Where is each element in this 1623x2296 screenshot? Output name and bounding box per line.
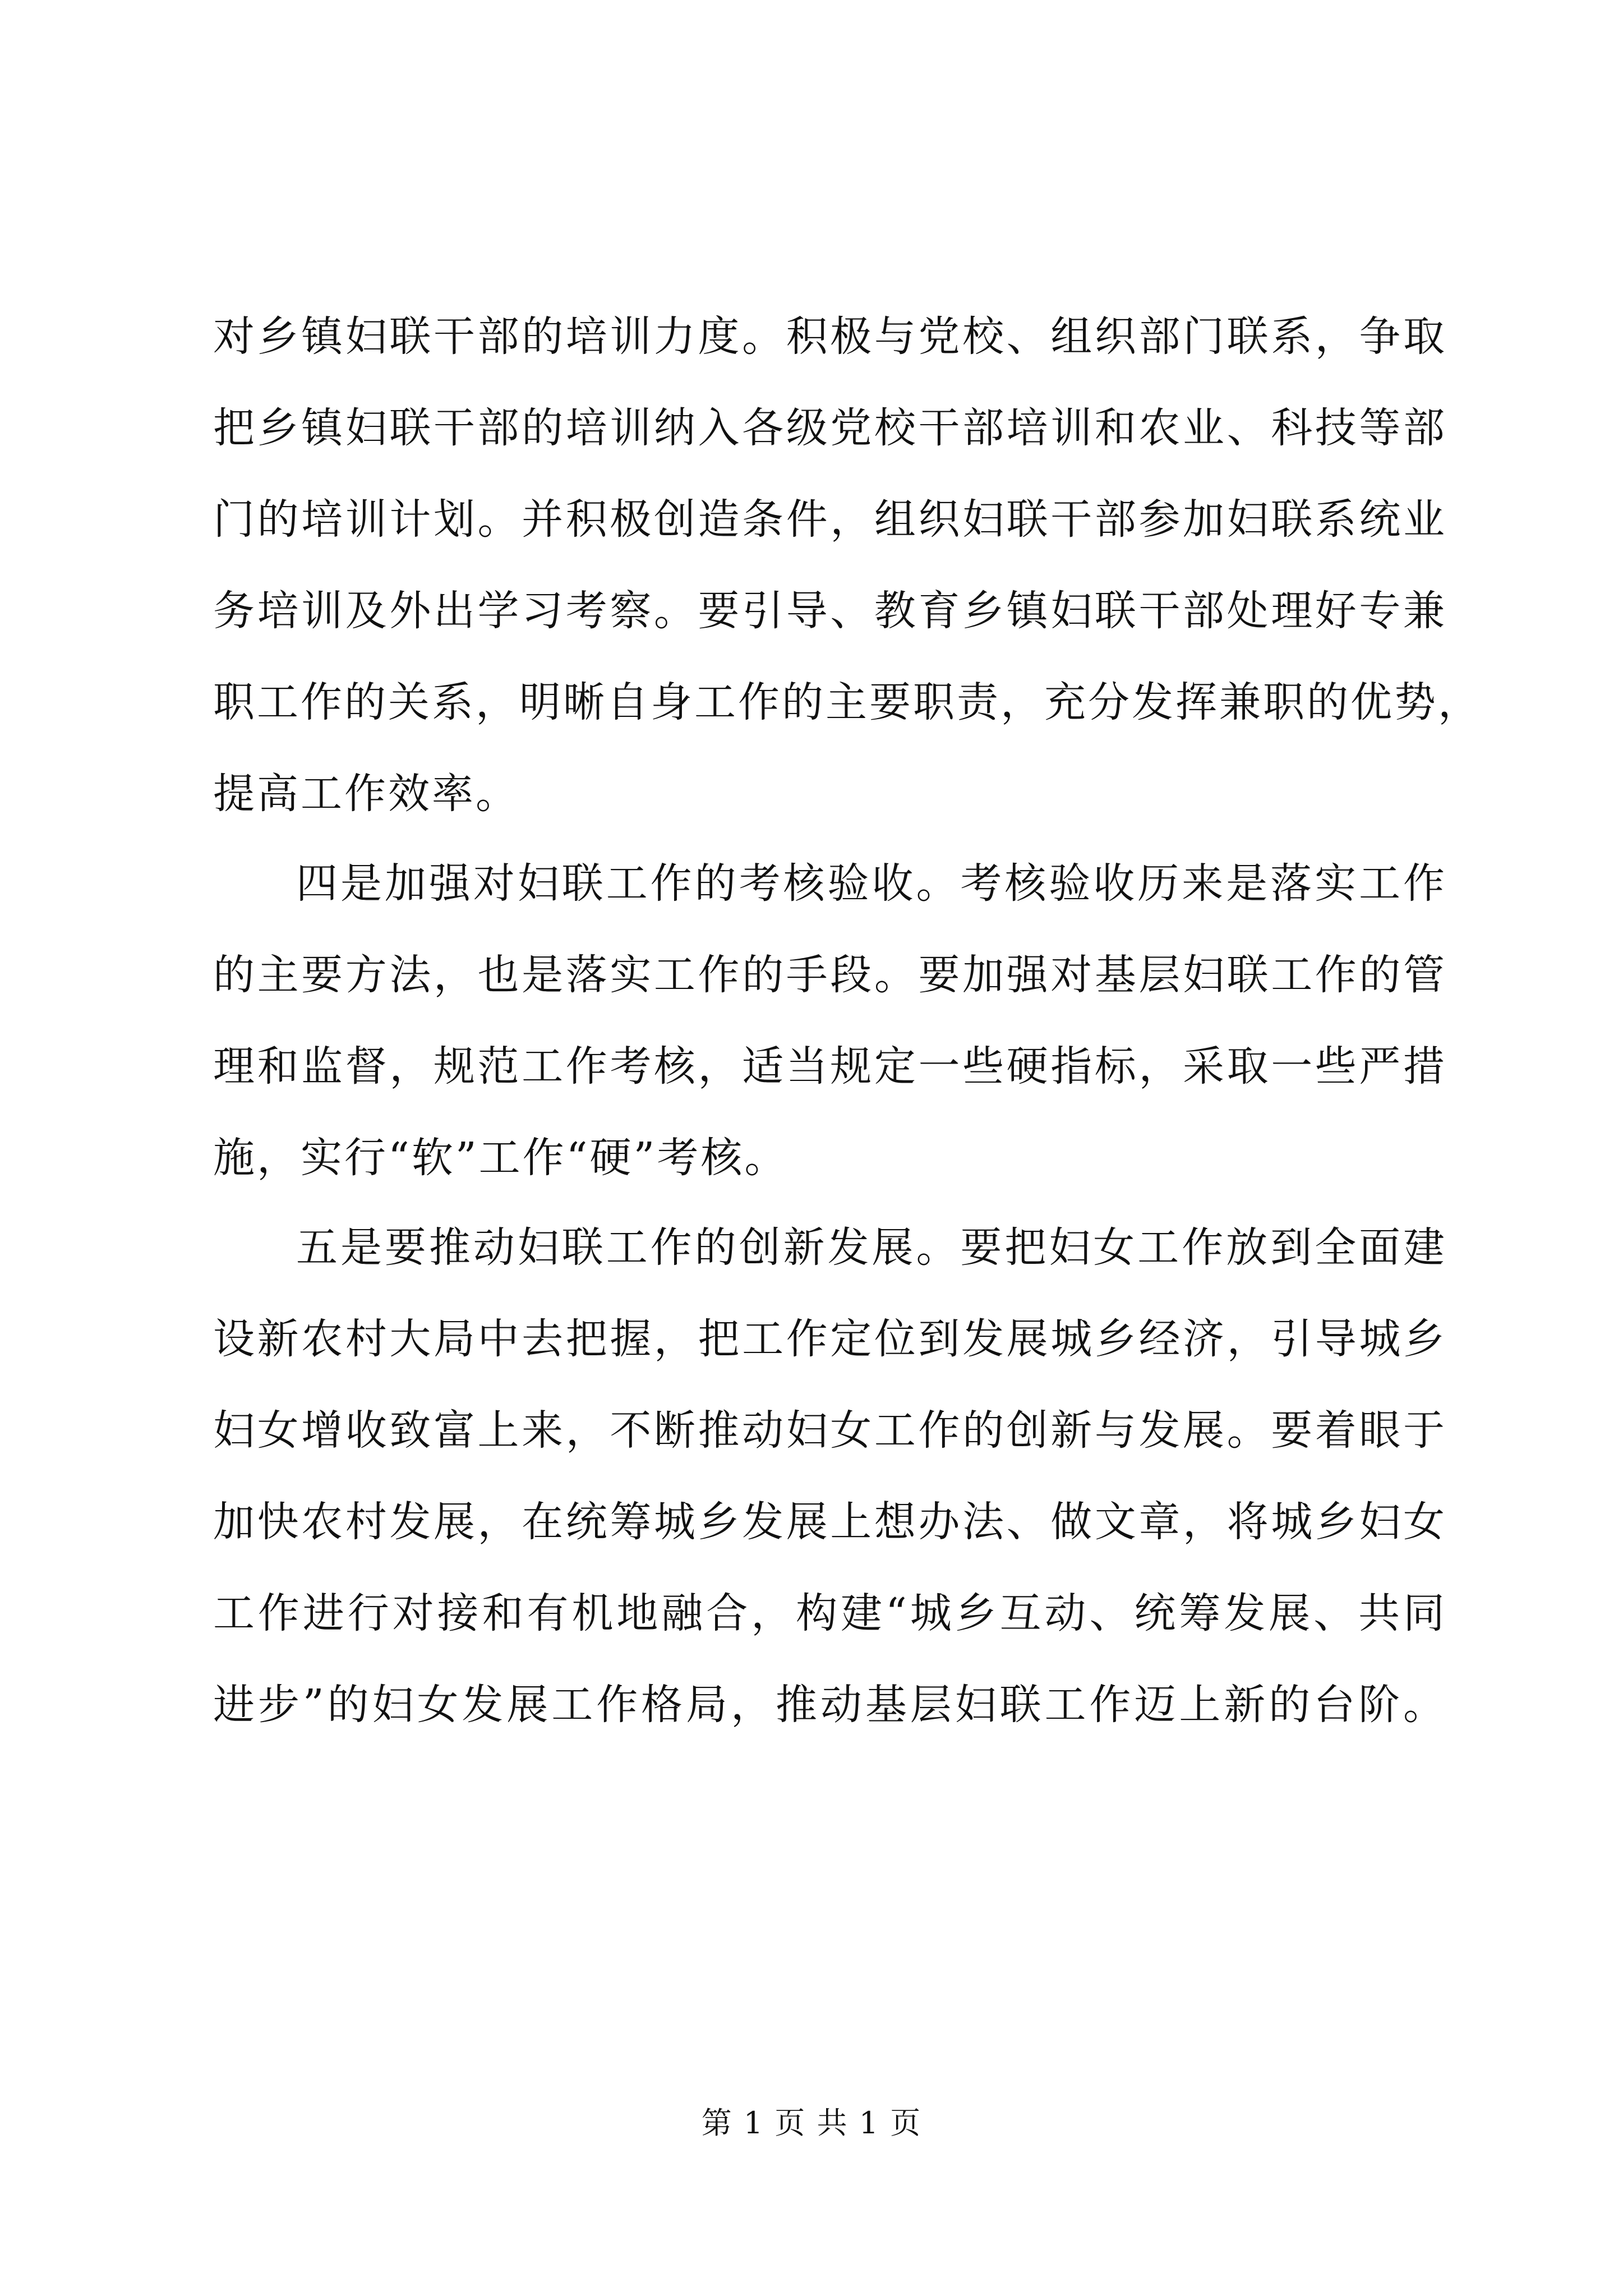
text-line: 的主要方法，也是落实工作的手段。要加强对基层妇联工作的管 xyxy=(213,951,1447,999)
text-line: 提高工作效率。 xyxy=(213,770,519,818)
text-line: 施，实行“软”工作“硬”考核。 xyxy=(213,1134,789,1182)
text-line: 门的培训计划。并积极创造条件，组织妇联干部参加妇联系统业 xyxy=(213,495,1447,544)
text-line: 理和监督，规范工作考核，适当规定一些硬指标，采取一些严措 xyxy=(213,1042,1447,1091)
paragraph-first-line: 四是加强对妇联工作的考核验收。考核验收历来是落实工作 xyxy=(296,859,1447,908)
text-line: 工作进行对接和有机地融合，构建“城乡互动、统筹发展、共同 xyxy=(213,1589,1447,1637)
text-line: 设新农村大局中去把握，把工作定位到发展城乡经济，引导城乡 xyxy=(213,1315,1447,1363)
page-number-footer: 第 1 页 共 1 页 xyxy=(701,2105,922,2141)
text-line: 对乡镇妇联干部的培训力度。积极与党校、组织部门联系，争取 xyxy=(213,312,1447,361)
text-line: 职工作的关系，明晰自身工作的主要职责，充分发挥兼职的优势， xyxy=(213,678,1482,726)
text-line: 进步”的妇女发展工作格局，推动基层妇联工作迈上新的台阶。 xyxy=(213,1681,1447,1729)
text-line: 妇女增收致富上来，不断推动妇女工作的创新与发展。要着眼于 xyxy=(213,1406,1447,1455)
paragraph-first-line: 五是要推动妇联工作的创新发展。要把妇女工作放到全面建 xyxy=(296,1223,1447,1272)
text-line: 加快农村发展，在统筹城乡发展上想办法、做文章，将城乡妇女 xyxy=(213,1498,1447,1546)
text-line: 务培训及外出学习考察。要引导、教育乡镇妇联干部处理好专兼 xyxy=(213,587,1447,635)
text-line: 把乡镇妇联干部的培训纳入各级党校干部培训和农业、科技等部 xyxy=(213,404,1447,452)
